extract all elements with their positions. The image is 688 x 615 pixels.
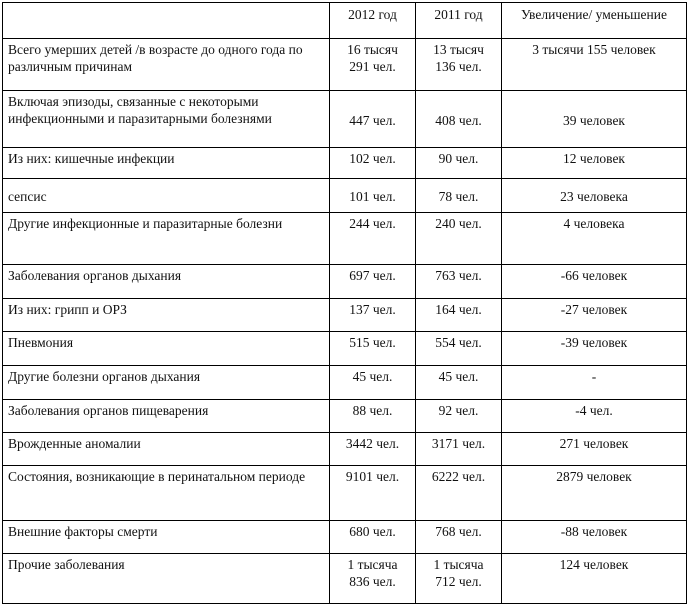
row-label: Внешние факторы смерти <box>3 521 330 554</box>
header-2012: 2012 год <box>330 3 416 39</box>
value-change: 23 человека <box>502 179 687 213</box>
table-row <box>3 91 687 148</box>
value-change: -39 человек <box>502 332 687 366</box>
value-change: 3 тысячи 155 человек <box>502 39 687 91</box>
header-row <box>3 3 687 39</box>
value-2012-line1: 1 тысяча <box>347 557 398 572</box>
value-2012-line1: 16 тысяч <box>347 42 398 57</box>
row-label: Другие инфекционные и паразитарные болезни <box>3 213 330 265</box>
table-row <box>3 39 687 91</box>
value-2012: 88 чел. <box>330 400 416 433</box>
value-2011: 3171 чел. <box>416 433 502 466</box>
value-2011 <box>416 554 502 604</box>
row-label: сепсис <box>3 179 330 213</box>
header-change: Увеличение/ уменьшение <box>502 3 687 39</box>
value-2012: 697 чел. <box>330 265 416 299</box>
table-row <box>3 433 687 466</box>
value-change: 39 человек <box>502 91 687 148</box>
table-row <box>3 400 687 433</box>
table-row <box>3 148 687 179</box>
value-2011: 90 чел. <box>416 148 502 179</box>
value-2011: 164 чел. <box>416 299 502 332</box>
value-2011: 768 чел. <box>416 521 502 554</box>
row-label: Включая эпизоды, связанные с некоторыми инфекционными и паразитарными болезнями <box>3 91 330 148</box>
value-2012: 447 чел. <box>330 91 416 148</box>
table-row <box>3 179 687 213</box>
value-change: 2879 человек <box>502 466 687 521</box>
value-2011-line2: 712 чел. <box>435 574 482 589</box>
row-label: Из них: кишечные инфекции <box>3 148 330 179</box>
row-label: Прочие заболевания <box>3 554 330 604</box>
value-change: 124 человек <box>502 554 687 604</box>
value-2012: 102 чел. <box>330 148 416 179</box>
value-2012 <box>330 39 416 91</box>
value-2012: 101 чел. <box>330 179 416 213</box>
row-label: Из них: грипп и ОРЗ <box>3 299 330 332</box>
value-2011: 240 чел. <box>416 213 502 265</box>
row-label: Другие болезни органов дыхания <box>3 366 330 400</box>
table-row <box>3 265 687 299</box>
value-change: - <box>502 366 687 400</box>
value-2012-line2: 836 чел. <box>349 574 396 589</box>
value-2011: 45 чел. <box>416 366 502 400</box>
header-2011: 2011 год <box>416 3 502 39</box>
value-2012: 137 чел. <box>330 299 416 332</box>
value-2012: 45 чел. <box>330 366 416 400</box>
value-2012: 244 чел. <box>330 213 416 265</box>
value-2011-line1: 13 тысяч <box>433 42 484 57</box>
value-change: -27 человек <box>502 299 687 332</box>
value-2012: 680 чел. <box>330 521 416 554</box>
value-change: 271 человек <box>502 433 687 466</box>
value-2011: 408 чел. <box>416 91 502 148</box>
value-2011-line1: 1 тысяча <box>433 557 484 572</box>
table-row <box>3 332 687 366</box>
value-2012: 3442 чел. <box>330 433 416 466</box>
table-row <box>3 299 687 332</box>
header-cause <box>3 3 330 39</box>
table-body <box>3 39 687 604</box>
table-row <box>3 366 687 400</box>
value-change: -4 чел. <box>502 400 687 433</box>
value-2011: 6222 чел. <box>416 466 502 521</box>
table-row <box>3 213 687 265</box>
value-2012-line2: 291 чел. <box>349 59 396 74</box>
value-2011: 554 чел. <box>416 332 502 366</box>
value-change: -66 человек <box>502 265 687 299</box>
row-label: Заболевания органов пищеварения <box>3 400 330 433</box>
row-label: Заболевания органов дыхания <box>3 265 330 299</box>
value-2011: 78 чел. <box>416 179 502 213</box>
row-label: Всего умерших детей /в возрасте до одного года по различным причинам <box>3 39 330 91</box>
value-2012 <box>330 554 416 604</box>
value-2011-line2: 136 чел. <box>435 59 482 74</box>
row-label: Состояния, возникающие в перинатальном периоде <box>3 466 330 521</box>
value-change: -88 человек <box>502 521 687 554</box>
value-2011: 92 чел. <box>416 400 502 433</box>
infant-mortality-table <box>2 2 687 604</box>
value-2011 <box>416 39 502 91</box>
value-2011: 763 чел. <box>416 265 502 299</box>
value-2012: 515 чел. <box>330 332 416 366</box>
value-2012: 9101 чел. <box>330 466 416 521</box>
value-change: 12 человек <box>502 148 687 179</box>
row-label: Врожденные аномалии <box>3 433 330 466</box>
value-change: 4 человека <box>502 213 687 265</box>
table-row <box>3 521 687 554</box>
table-row <box>3 466 687 521</box>
row-label: Пневмония <box>3 332 330 366</box>
table-row <box>3 554 687 604</box>
